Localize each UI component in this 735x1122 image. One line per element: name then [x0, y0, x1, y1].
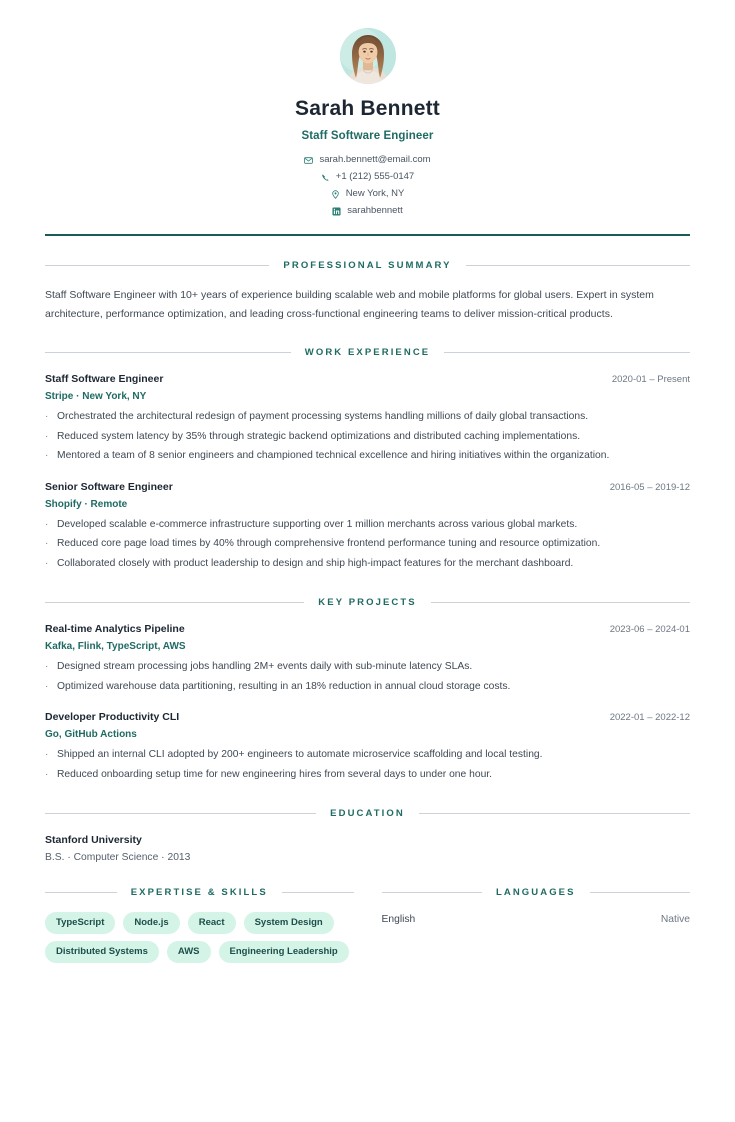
skill-chip: TypeScript	[45, 912, 115, 934]
page-title: Sarah Bennett	[295, 97, 440, 120]
skill-chip: AWS	[167, 941, 211, 963]
languages-column	[382, 887, 691, 963]
entry-subtitle: Shopify · Remote	[45, 498, 128, 510]
project-entry	[45, 623, 690, 696]
bullet-text: Orchestrated the architectural redesign of payment processing systems handling millions of daily global transactions.	[57, 411, 589, 422]
bullet-item	[45, 658, 690, 677]
section-title-education: EDUCATION	[330, 808, 405, 819]
divider-left	[382, 892, 482, 893]
entry-subtitle: Go, GitHub Actions	[45, 729, 137, 740]
contact-phone[interactable]	[321, 170, 414, 184]
entry-header	[45, 623, 690, 635]
divider-left	[45, 265, 269, 266]
bullet-text: Reduced onboarding setup time for new engineering hires from several days to under one hour.	[57, 768, 493, 780]
contact-email[interactable]	[304, 153, 430, 167]
section-heading-summary	[45, 260, 690, 271]
entry-title: Staff Software Engineer	[45, 373, 164, 385]
bullet-marker: ·	[45, 518, 49, 530]
project-entry	[45, 711, 690, 784]
entry-header	[45, 373, 690, 385]
divider-right	[590, 892, 690, 893]
skill-chip: System Design	[244, 912, 334, 934]
header-role: Staff Software Engineer	[301, 130, 434, 142]
experience-entry	[45, 373, 690, 466]
entry-title: Senior Software Engineer	[45, 480, 173, 493]
entry-subtitle: Stripe · New York, NY	[45, 391, 147, 402]
section-heading-projects	[45, 597, 690, 608]
language-row	[382, 914, 691, 925]
bottom-columns	[45, 887, 690, 963]
language-name: English	[381, 914, 416, 925]
bullet-item	[45, 746, 690, 765]
skill-chip: Node.js	[123, 912, 179, 934]
entry-bullets	[45, 746, 690, 784]
avatar	[340, 28, 396, 84]
language-level: Native	[660, 914, 690, 925]
section-title-skills: EXPERTISE & SKILLS	[130, 887, 268, 898]
bullet-text: Designed stream processing jobs handling 2M+ events daily with sub-minute latency SLAs.	[57, 661, 473, 672]
divider-right	[419, 813, 690, 814]
section-heading-education	[45, 808, 690, 819]
summary-text: Staff Software Engineer with 10+ years of experience building scalable web and mobile platforms for global users. Expert in system architecture, performance optimization, and leading cross-functional engineering teams to deliver mission-critical products.	[45, 289, 654, 320]
education-entry	[45, 834, 690, 863]
bullet-marker: ·	[45, 661, 49, 672]
section-heading-experience	[45, 347, 690, 358]
section-heading-languages	[382, 887, 691, 898]
contact-phone-value: +1 (212) 555-0147	[335, 171, 415, 182]
experience-entry	[45, 481, 690, 574]
entry-bullets	[45, 658, 690, 696]
divider-left	[45, 892, 117, 893]
divider-right	[431, 602, 690, 603]
bullet-text: Reduced core page load times by 40% through comprehensive frontend performance tuning and resource optimization.	[57, 538, 601, 549]
bullet-item	[45, 535, 690, 554]
entry-subtitle: Kafka, Flink, TypeScript, AWS	[45, 641, 186, 652]
bullet-text: Shipped an internal CLI adopted by 200+ engineers to automate microservice scaffolding and local testing.	[57, 749, 543, 760]
resume-header	[45, 28, 690, 236]
contact-location	[331, 187, 405, 201]
contact-list	[45, 153, 690, 218]
entry-header	[45, 481, 690, 493]
entry-date: 2023-06 – 2024-01	[609, 624, 690, 635]
section-title-summary: PROFESSIONAL SUMMARY	[283, 260, 452, 271]
bullet-marker: ·	[45, 430, 49, 442]
entry-header	[45, 834, 690, 846]
bullet-item	[45, 516, 690, 535]
entry-bullets	[45, 408, 690, 466]
skill-chip: Engineering Leadership	[219, 941, 349, 963]
section-title-experience: WORK EXPERIENCE	[304, 347, 431, 358]
contact-linkedin[interactable]	[332, 204, 402, 218]
bullet-item	[45, 447, 690, 466]
section-title-projects: KEY PROJECTS	[318, 597, 417, 608]
entry-date: 2022-01 – 2022-12	[609, 712, 690, 723]
bullet-item	[45, 555, 690, 574]
bullet-item	[45, 428, 690, 447]
divider-right	[444, 352, 690, 353]
contact-location-value: New York, NY	[345, 188, 405, 199]
section-title-languages: LANGUAGES	[495, 887, 576, 898]
bullet-text: Mentored a team of 8 senior engineers and championed technical excellence and hiring initiatives within the organization.	[57, 450, 610, 461]
skills-column	[45, 887, 354, 963]
school-name: Stanford University	[45, 834, 142, 846]
divider-left	[45, 813, 316, 814]
education-detail: B.S. · Computer Science · 2013	[45, 852, 191, 863]
contact-linkedin-value: sarahbennett	[347, 205, 403, 216]
avatar-photo-icon	[340, 28, 396, 84]
bullet-text: Optimized warehouse data partitioning, resulting in an 18% reduction in annual cloud storage costs.	[57, 680, 511, 692]
bullet-item	[45, 408, 690, 427]
bullet-marker: ·	[45, 749, 49, 760]
skill-chip: React	[188, 912, 236, 934]
linkedin-icon	[332, 207, 341, 216]
bullet-marker: ·	[45, 557, 49, 569]
entry-date: 2020-01 – Present	[611, 374, 690, 385]
bullet-marker: ·	[45, 538, 49, 549]
bullet-text: Developed scalable e-commerce infrastructure supporting over 1 million merchants across various global markets.	[57, 518, 578, 530]
header-accent-rule	[45, 234, 690, 236]
bullet-marker: ·	[45, 411, 49, 422]
divider-left	[45, 352, 291, 353]
bullet-marker: ·	[45, 680, 49, 692]
contact-email-value: sarah.bennett@email.com	[319, 154, 431, 165]
bullet-text: Reduced system latency by 35% through strategic backend optimizations and distributed caching implementations.	[57, 430, 581, 442]
envelope-icon	[304, 156, 313, 165]
skill-chip-list	[45, 912, 354, 963]
divider-right	[282, 892, 354, 893]
entry-bullets	[45, 516, 690, 574]
entry-title: Developer Productivity CLI	[45, 711, 180, 723]
entry-date: 2016-05 – 2019-12	[609, 481, 690, 493]
bullet-text: Collaborated closely with product leadership to design and ship high-impact features for the merchant dashboard.	[57, 557, 574, 569]
divider-right	[466, 265, 690, 266]
bullet-marker: ·	[45, 768, 49, 780]
divider-left	[45, 602, 304, 603]
location-pin-icon	[331, 190, 340, 199]
phone-icon	[321, 173, 330, 182]
entry-title: Real-time Analytics Pipeline	[45, 623, 185, 635]
bullet-marker: ·	[45, 450, 49, 461]
entry-header	[45, 711, 690, 723]
skill-chip: Distributed Systems	[45, 941, 159, 963]
bullet-item	[45, 766, 690, 785]
bullet-item	[45, 678, 690, 697]
section-heading-skills	[45, 887, 354, 898]
